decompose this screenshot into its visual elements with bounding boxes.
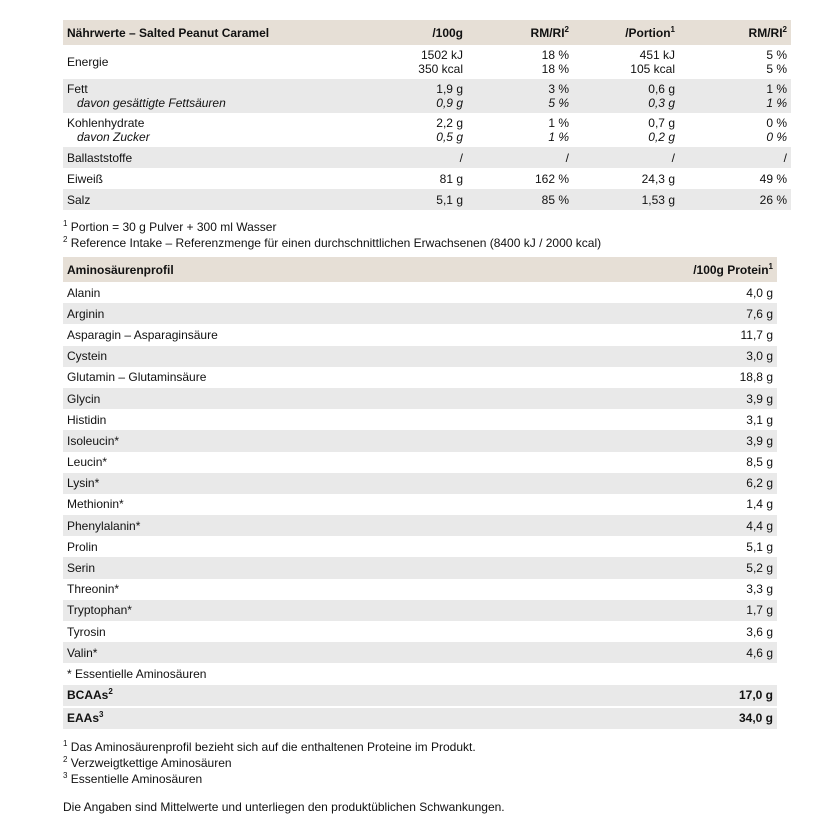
amino-title: Aminosäurenprofil [63,257,420,282]
bcaa-value: 17,0 g [420,685,777,707]
header-rm-ri-100g: $RM/RI^2$ [469,20,573,45]
row-label: Eiweiß [63,168,335,189]
nutrition-title: Nährwerte – Salted Peanut Caramel [63,20,335,45]
table-row [63,303,777,324]
ri-100g: 85 % [469,189,573,210]
ri-100g: 3 % 5 % [469,79,573,113]
footnote-2: $^2$ Reference Intake – Referenzmenge für einen durchschnittlichen Erwachsenen (8400 kJ / 2000 kcal) [63,235,602,250]
amino-acid-value: 3,9 g [420,430,777,451]
amino-acid-name: Serin [63,557,420,578]
amino-acid-value: 18,8 g [420,367,777,388]
amino-acid-name: Asparagin – Asparaginsäure [63,324,420,345]
amino-acid-value: 5,1 g [420,536,777,557]
amino-acid-name: Glutamin – Glutaminsäure [63,367,420,388]
table-row [63,515,777,536]
row-label: Kohlenhydrate davon Zucker [63,113,335,147]
amino-acid-value: 1,7 g [420,600,777,621]
value-portion: 1,53 g [573,189,683,210]
table-row [63,600,777,621]
amino-acid-value: 3,9 g [420,388,777,409]
amino-acid-value: 7,6 g [420,303,777,324]
amino-acid-value: 3,0 g [420,346,777,367]
essential-note: * Essentielle Aminosäuren [63,663,777,684]
table-row [63,579,777,600]
value-portion: 0,6 g 0,3 g [573,79,683,113]
ri-portion: 1 % 1 % [683,79,791,113]
table-row [63,409,777,430]
ri-portion: 26 % [683,189,791,210]
table-row-energie [63,45,791,79]
amino-acid-name: Isoleucin* [63,430,420,451]
row-label: Salz [63,189,335,210]
row-label: Energie [63,45,335,79]
amino-acid-name: Alanin [63,282,420,303]
table-row [63,282,777,303]
table-row-bcaa [63,685,777,707]
amino-footnotes [63,739,777,787]
ri-100g: 162 % [469,168,573,189]
table-row [63,494,777,515]
value-100g: 1,9 g 0,9 g [335,79,469,113]
nutrition-document [63,20,787,815]
ri-portion: 5 % 5 % [683,45,791,79]
ri-100g: 18 % 18 % [469,45,573,79]
table-row [63,452,777,473]
disclaimer: Die Angaben sind Mittelwerte und unterliegen den produktüblichen Schwankungen. [63,799,505,814]
table-row-eiweiss [63,168,791,189]
nutrition-table [63,20,791,210]
amino-acid-value: 4,0 g [420,282,777,303]
table-row [63,473,777,494]
table-row-kohlenhydrate [63,113,791,147]
table-row [63,346,777,367]
table-row [63,367,777,388]
value-portion: 451 kJ 105 kcal [573,45,683,79]
nutrition-header-row [63,20,791,45]
amino-acid-name: Tyrosin [63,621,420,642]
value-100g: 2,2 g 0,5 g [335,113,469,147]
value-100g: / [335,147,469,168]
ri-100g: 1 % 1 % [469,113,573,147]
amino-unit-header: /100g Protein$^1$ [420,257,777,282]
value-portion: 0,7 g 0,2 g [573,113,683,147]
amino-acid-value: 3,1 g [420,409,777,430]
amino-acid-value: 11,7 g [420,324,777,345]
row-label: Fett davon gesättigte Fettsäuren [63,79,335,113]
amino-acid-name: Histidin [63,409,420,430]
header-rm-ri-portion: $RM/RI^2$ [683,20,791,45]
amino-acid-value: 1,4 g [420,494,777,515]
footnote-1: $^1$ Das Aminosäurenprofil bezieht sich auf die enthaltenen Proteine im Produkt. [63,738,476,754]
header-per-100g: /100g [335,20,469,45]
amino-acid-name: Threonin* [63,579,420,600]
header-per-portion: /Portion$^1$ [573,20,683,45]
amino-acid-name: Glycin [63,388,420,409]
eaa-value: 34,0 g [420,707,777,729]
table-row [63,324,777,345]
value-portion: 24,3 g [573,168,683,189]
amino-acid-value: 5,2 g [420,557,777,578]
amino-acid-value: 4,6 g [420,642,777,663]
amino-acid-name: Valin* [63,642,420,663]
amino-acid-name: Arginin [63,303,420,324]
ri-portion: 49 % [683,168,791,189]
amino-acid-name: Cystein [63,346,420,367]
table-row [63,388,777,409]
ri-100g: / [469,147,573,168]
footnote-2: $^2$ Verzweigtkettige Aminosäuren [63,754,232,770]
amino-acid-name: Tryptophan* [63,600,420,621]
amino-acid-table [63,257,777,729]
bcaa-label: BCAAs$^2$ [63,685,420,707]
value-100g: 81 g [335,168,469,189]
value-100g: 5,1 g [335,189,469,210]
ri-portion: / [683,147,791,168]
amino-acid-name: Lysin* [63,473,420,494]
table-row [63,621,777,642]
table-row [63,430,777,451]
amino-acid-value: 3,6 g [420,621,777,642]
ri-portion: 0 % 0 % [683,113,791,147]
amino-acid-value: 4,4 g [420,515,777,536]
essential-note-row [63,663,777,684]
table-row-fett [63,79,791,113]
eaa-label: EAAs$^3$ [63,707,420,729]
row-label: Ballaststoffe [63,147,335,168]
value-100g: 1502 kJ 350 kcal [335,45,469,79]
table-row [63,642,777,663]
nutrition-footnotes [63,219,777,251]
amino-acid-name: Phenylalanin* [63,515,420,536]
table-row [63,536,777,557]
value-portion: / [573,147,683,168]
table-row-ballaststoffe [63,147,791,168]
footnote-1: $^1$ Portion = 30 g Pulver + 300 ml Wasser [63,219,277,234]
table-row-salz [63,189,791,210]
amino-acid-value: 8,5 g [420,452,777,473]
amino-acid-name: Prolin [63,536,420,557]
amino-acid-name: Leucin* [63,452,420,473]
amino-acid-value: 6,2 g [420,473,777,494]
amino-header-row [63,257,777,282]
table-row [63,557,777,578]
table-row-eaa [63,707,777,729]
amino-rows [63,282,777,663]
amino-acid-name: Methionin* [63,494,420,515]
footnote-3: $^3$ Essentielle Aminosäuren [63,770,203,786]
amino-acid-value: 3,3 g [420,579,777,600]
